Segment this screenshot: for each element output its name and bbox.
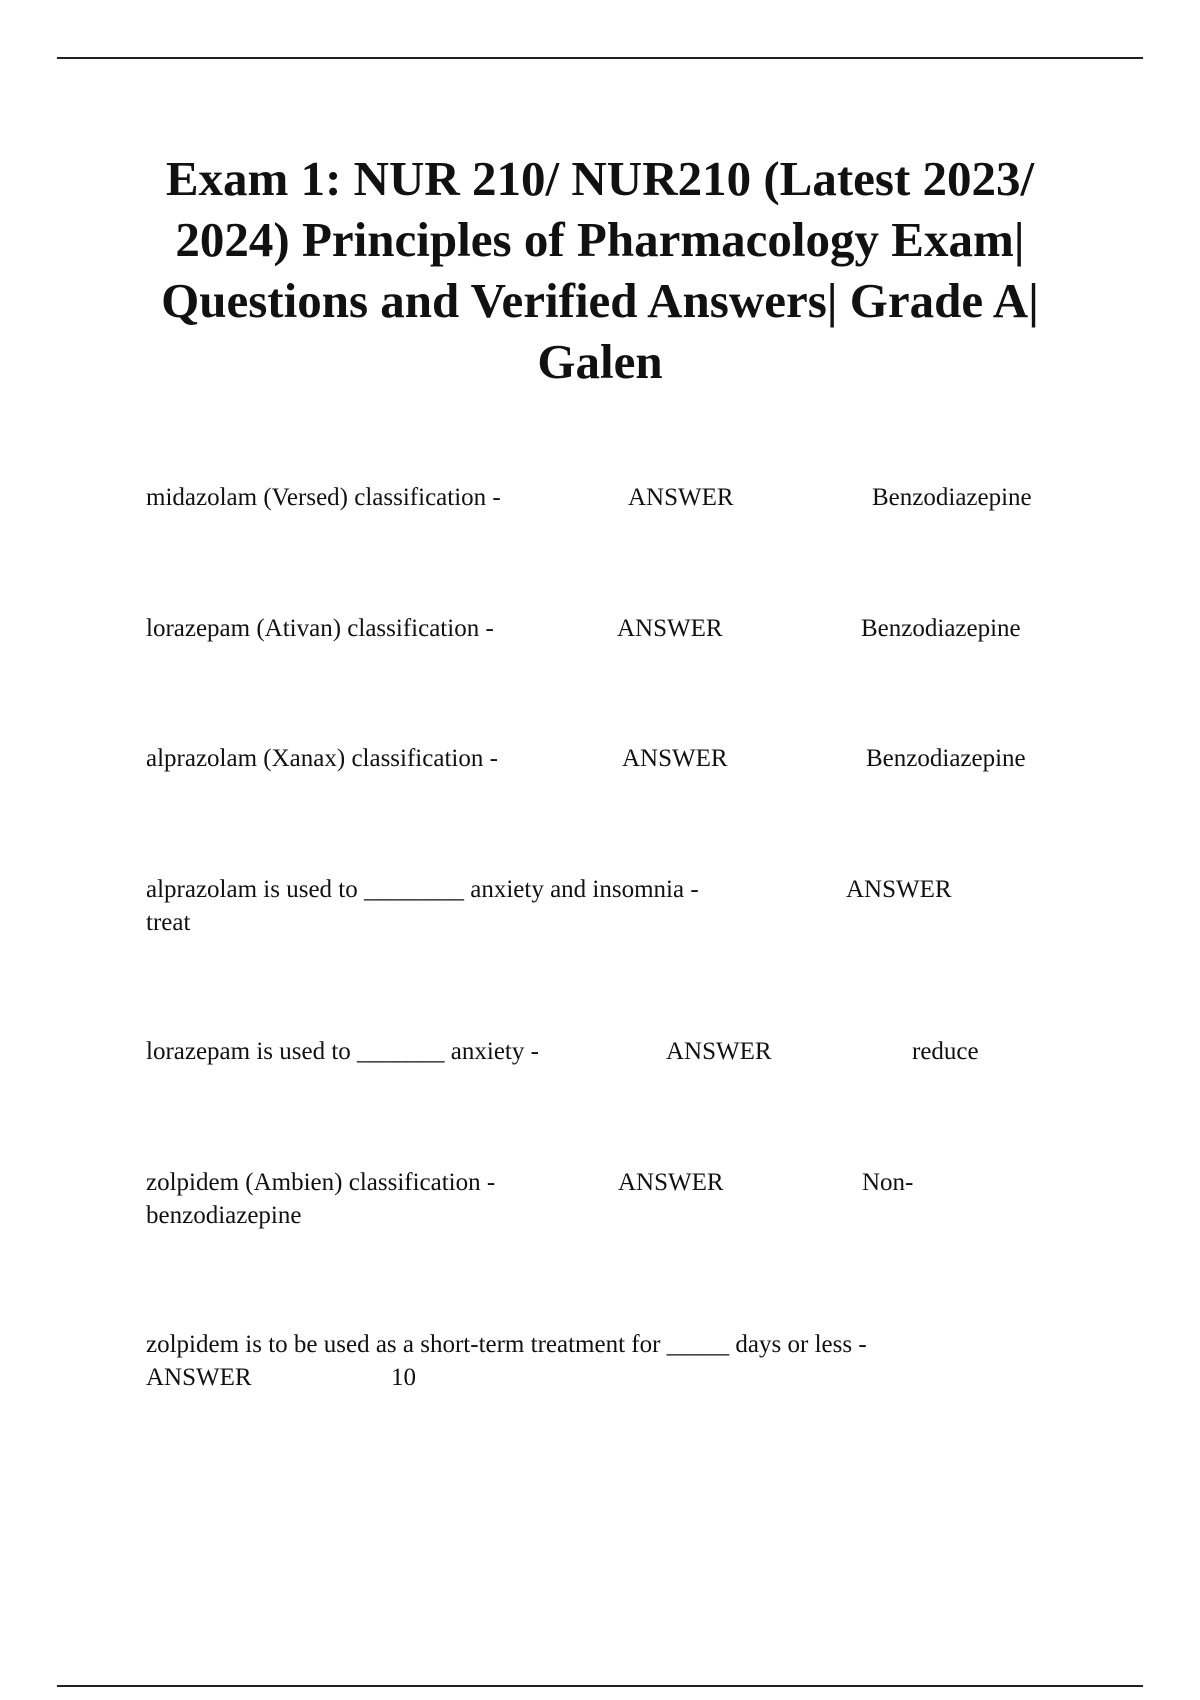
qa-item-3 [146, 742, 1086, 775]
answer-text: treat [146, 909, 191, 936]
question-text: alprazolam is used to ________ anxiety and insomnia - [146, 876, 699, 903]
answer-text-part1: Non- [862, 1169, 914, 1196]
bottom-rule [57, 1685, 1143, 1687]
answer-text: 10 [391, 1364, 416, 1391]
answer-label: ANSWER [622, 745, 728, 772]
question-text: midazolam (Versed) classification - [146, 484, 501, 511]
answer-text: reduce [912, 1038, 979, 1065]
answer-text-part2: benzodiazepine [146, 1202, 302, 1229]
qa-item-5 [146, 1035, 1086, 1068]
answer-label: ANSWER [146, 1364, 252, 1391]
answer-text: Benzodiazepine [872, 484, 1032, 511]
qa-item-7 [146, 1328, 1086, 1391]
qa-item-4 [146, 873, 1086, 936]
question-text: zolpidem (Ambien) classification - [146, 1169, 496, 1196]
answer-label: ANSWER [666, 1038, 772, 1065]
answer-label: ANSWER [618, 1169, 724, 1196]
answer-text: Benzodiazepine [866, 745, 1026, 772]
answer-text: Benzodiazepine [861, 615, 1021, 642]
qa-item-6 [146, 1166, 1086, 1229]
answer-label: ANSWER [846, 876, 952, 903]
document-title: Exam 1: NUR 210/ NUR210 (Latest 2023/ 2024) Principles of Pharmacology Exam| Questions and Verified Answers| Grade A| Galen [161, 151, 1039, 389]
qa-item-1 [146, 481, 1086, 514]
question-text: lorazepam (Ativan) classification - [146, 615, 494, 642]
answer-label: ANSWER [628, 484, 734, 511]
question-text: zolpidem is to be used as a short-term treatment for _____ days or less - [146, 1331, 867, 1358]
answer-label: ANSWER [617, 615, 723, 642]
top-rule [57, 57, 1143, 59]
question-text: lorazepam is used to _______ anxiety - [146, 1038, 539, 1065]
qa-item-2 [146, 612, 1086, 645]
question-text: alprazolam (Xanax) classification - [146, 745, 498, 772]
